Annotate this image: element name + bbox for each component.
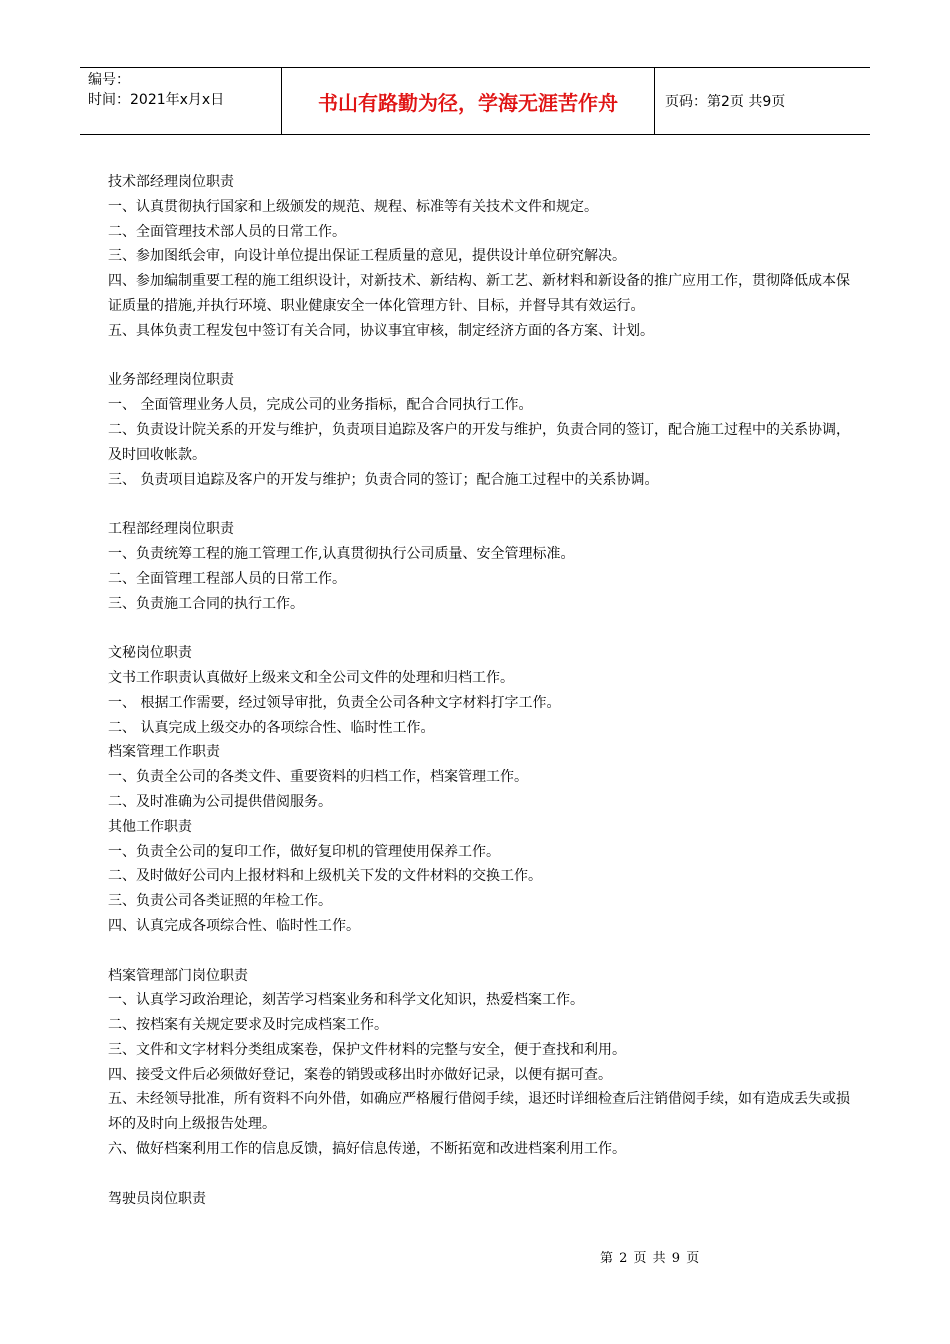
paragraph-line: 四、认真完成各项综合性、临时性工作。 <box>108 917 360 934</box>
document-section <box>108 1187 856 1212</box>
paragraph-line: 二、 认真完成上级交办的各项综合性、临时性工作。 <box>108 719 435 736</box>
paragraph-line: 六、做好档案利用工作的信息反馈，搞好信息传递，不断拓宽和改进档案利用工作。 <box>108 1141 626 1158</box>
paragraph-line: 文书工作职责认真做好上级来文和全公司文件的处理和归档工作。 <box>108 669 514 686</box>
paragraph-line: 三、负责公司各类证照的年检工作。 <box>108 893 332 910</box>
paragraph-line: 二、按档案有关规定要求及时完成档案工作。 <box>108 1017 388 1034</box>
paragraph-line: 三、文件和文字材料分类组成案卷，保护文件材料的完整与安全，便于查找和利用。 <box>108 1041 626 1058</box>
paragraph-line: 三、负责施工合同的执行工作。 <box>108 595 304 612</box>
document-section <box>108 641 856 939</box>
document-section <box>108 170 856 344</box>
paragraph-line: 三、 负责项目追踪及客户的开发与维护；负责合同的签订；配合施工过程中的关系协调。 <box>108 471 659 488</box>
section-title: 档案管理部门岗位职责 <box>108 967 248 984</box>
page-header <box>80 67 870 135</box>
paragraph-line: 一、认真学习政治理论，刻苦学习档案业务和科学文化知识，热爱档案工作。 <box>108 992 584 1009</box>
paragraph-line: 档案管理工作职责 <box>108 744 220 761</box>
paragraph-line: 一、负责全公司的复印工作，做好复印机的管理使用保养工作。 <box>108 843 500 860</box>
time-label: 时间：2021年x月x日 <box>88 92 225 108</box>
paragraph-line: 二、全面管理工程部人员的日常工作。 <box>108 570 346 587</box>
document-section <box>108 368 856 492</box>
document-section <box>108 517 856 616</box>
section-title: 工程部经理岗位职责 <box>108 521 234 538</box>
header-motto: 书山有路勤为径，学海无涯苦作舟 <box>282 68 655 134</box>
section-title: 驾驶员岗位职责 <box>108 1190 206 1207</box>
header-page-info: 页码：第2页 共9页 <box>665 94 786 110</box>
document-section <box>108 964 856 1162</box>
paragraph-line: 四、参加编制重要工程的施工组织设计，对新技术、新结构、新工艺、新材料和新设备的推广应用工作，贯彻降低成本保证质量的措施,并执行环境、职业健康安全一体化管理方针、目标，并督导其有效运行。 <box>108 273 850 314</box>
paragraph-line: 其他工作职责 <box>108 818 192 835</box>
paragraph-line: 二、全面管理技术部人员的日常工作。 <box>108 223 346 240</box>
header-meta <box>80 68 282 134</box>
paragraph-line: 二、及时准确为公司提供借阅服务。 <box>108 793 332 810</box>
section-title: 文秘岗位职责 <box>108 645 192 662</box>
paragraph-line: 一、负责全公司的各类文件、重要资料的归档工作，档案管理工作。 <box>108 769 528 786</box>
paragraph-line: 二、负责设计院关系的开发与维护，负责项目追踪及客户的开发与维护，负责合同的签订，配合施工过程中的关系协调，及时回收帐款。 <box>108 421 850 463</box>
paragraph-line: 五、具体负责工程发包中签订有关合同，协议事宜审核，制定经济方面的各方案、计划。 <box>108 322 654 339</box>
document-body <box>108 170 856 1236</box>
paragraph-line: 一、 根据工作需要，经过领导审批，负责全公司各种文字材料打字工作。 <box>108 694 561 711</box>
page-footer: 第 2 页 共 9 页 <box>600 1251 701 1266</box>
section-title: 技术部经理岗位职责 <box>108 174 234 190</box>
section-title: 业务部经理岗位职责 <box>108 372 234 389</box>
paragraph-line: 四、接受文件后必须做好登记，案卷的销毁或移出时亦做好记录，以便有据可查。 <box>108 1066 612 1083</box>
paragraph-line: 一、认真贯彻执行国家和上级颁发的规范、规程、标准等有关技术文件和规定。 <box>108 198 598 215</box>
serial-label: 编号： <box>88 72 130 88</box>
paragraph-line: 五、未经领导批准，所有资料不向外借，如确应严格履行借阅手续，退还时详细检查后注销借阅手续，如有造成丢失或损坏的及时向上级报告处理。 <box>108 1091 850 1133</box>
paragraph-line: 三、参加图纸会审，向设计单位提出保证工程质量的意见，提供设计单位研究解决。 <box>108 248 626 265</box>
paragraph-line: 一、负责统筹工程的施工管理工作,认真贯彻执行公司质量、安全管理标准。 <box>108 545 575 562</box>
paragraph-line: 二、及时做好公司内上报材料和上级机关下发的文件材料的交换工作。 <box>108 868 542 885</box>
paragraph-line: 一、 全面管理业务人员，完成公司的业务指标，配合合同执行工作。 <box>108 397 533 414</box>
